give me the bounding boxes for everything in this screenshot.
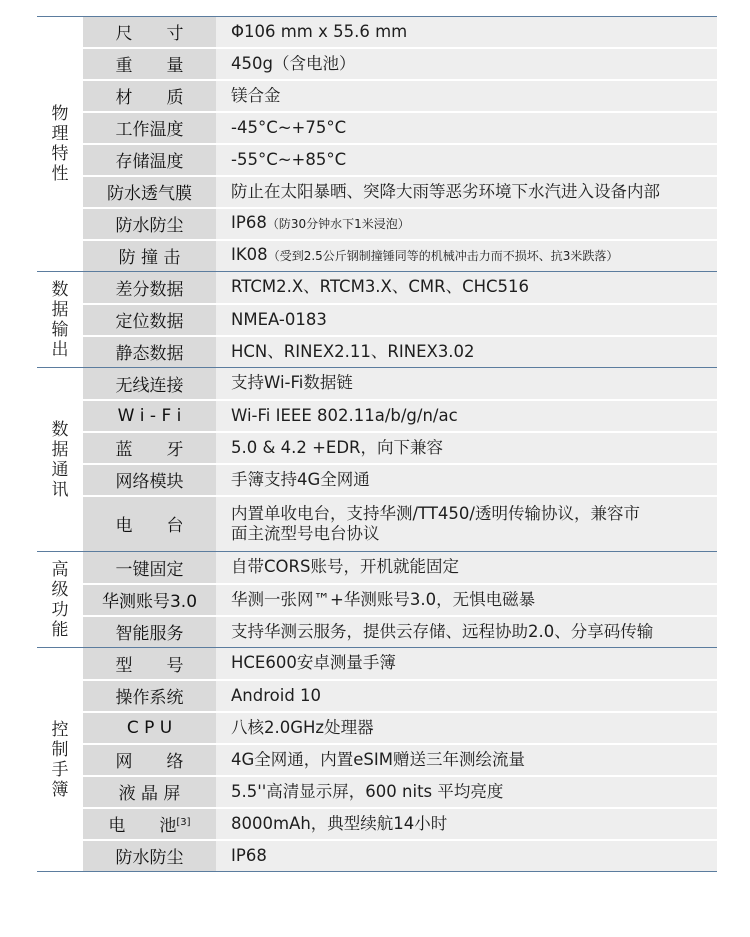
spec-value: -45°C~+75°C	[216, 112, 717, 144]
spec-key: 蓝 牙	[83, 432, 216, 464]
spec-value: HCN、RINEX2.11、RINEX3.02	[216, 336, 717, 368]
table-row	[37, 368, 717, 400]
spec-key: 型 号	[83, 648, 216, 680]
spec-key: 防 撞 击	[83, 240, 216, 272]
spec-note: （受到2.5公斤钢制撞锤同等的机械冲击力而不损坏、抗3米跌落）	[267, 249, 619, 264]
spec-value: 8000mAh，典型续航14小时	[216, 808, 717, 840]
table-row	[37, 648, 717, 680]
spec-value-cell	[216, 240, 717, 272]
spec-value: 支持华测云服务，提供云存储、远程协助2.0、分享码传输	[216, 616, 717, 648]
table-row	[37, 432, 717, 464]
table-row	[37, 464, 717, 496]
spec-value: 镁合金	[216, 80, 717, 112]
spec-value: NMEA-0183	[216, 304, 717, 336]
spec-key: 网络模块	[83, 464, 216, 496]
spec-value: Android 10	[216, 680, 717, 712]
spec-value-cell	[216, 208, 717, 240]
table-row	[37, 840, 717, 872]
spec-value: 内置单收电台，支持华测/TT450/透明传输协议，兼容市面主流型号电台协议	[216, 496, 717, 552]
table-row	[37, 304, 717, 336]
spec-key: 无线连接	[83, 368, 216, 400]
spec-table	[37, 16, 717, 872]
spec-value: RTCM2.X、RTCM3.X、CMR、CHC516	[216, 272, 717, 304]
spec-key: 防水防尘	[83, 840, 216, 872]
spec-value: 5.5''高清显示屏，600 nits 平均亮度	[216, 776, 717, 808]
spec-key: 差分数据	[83, 272, 216, 304]
spec-value: 支持Wi-Fi数据链	[216, 368, 717, 400]
table-row	[37, 240, 717, 272]
spec-value: Φ106 mm x 55.6 mm	[216, 17, 717, 48]
table-row	[37, 552, 717, 584]
spec-key: W i - F i	[83, 400, 216, 432]
table-row	[37, 744, 717, 776]
spec-value: 5.0 & 4.2 +EDR，向下兼容	[216, 432, 717, 464]
spec-value: IP68	[216, 840, 717, 872]
spec-key: 尺 寸	[83, 17, 216, 48]
spec-value: 4G全网通，内置eSIM赠送三年测绘流量	[216, 744, 717, 776]
table-row	[37, 400, 717, 432]
footnote-marker: [3]	[176, 817, 191, 828]
spec-value: 450g（含电池）	[216, 48, 717, 80]
spec-key: 电 池	[108, 816, 177, 836]
spec-key: 材 质	[83, 80, 216, 112]
spec-key: C P U	[83, 712, 216, 744]
spec-key: 电 台	[83, 496, 216, 552]
spec-value: 华测一张网™+华测账号3.0，无惧电磁暴	[216, 584, 717, 616]
spec-value: 八核2.0GHz处理器	[216, 712, 717, 744]
spec-value: 手簿支持4G全网通	[216, 464, 717, 496]
category-label: 高级功能	[37, 552, 83, 648]
spec-key: 存储温度	[83, 144, 216, 176]
table-row	[37, 208, 717, 240]
table-row	[37, 48, 717, 80]
spec-value: IK08	[231, 245, 268, 265]
spec-key: 工作温度	[83, 112, 216, 144]
table-row	[37, 176, 717, 208]
spec-value: Wi-Fi IEEE 802.11a/b/g/n/ac	[216, 400, 717, 432]
spec-key: 一键固定	[83, 552, 216, 584]
spec-value: 自带CORS账号，开机就能固定	[216, 552, 717, 584]
table-row	[37, 496, 717, 552]
category-label: 数据通讯	[37, 368, 83, 552]
spec-key: 防水透气膜	[83, 176, 216, 208]
spec-note: （防30分钟水下1米浸泡）	[266, 217, 410, 231]
spec-value: HCE600安卓测量手簿	[216, 648, 717, 680]
table-row	[37, 336, 717, 368]
spec-key: 重 量	[83, 48, 216, 80]
spec-value: IP68	[231, 213, 267, 232]
spec-key: 定位数据	[83, 304, 216, 336]
table-row	[37, 144, 717, 176]
category-label: 数据输出	[37, 272, 83, 368]
table-row	[37, 808, 717, 840]
table-row	[37, 584, 717, 616]
spec-key: 液 晶 屏	[83, 776, 216, 808]
table-row	[37, 680, 717, 712]
table-row	[37, 712, 717, 744]
spec-value: -55°C~+85°C	[216, 144, 717, 176]
spec-key-cell	[83, 808, 216, 840]
category-label: 物理特性	[37, 17, 83, 272]
table-row	[37, 616, 717, 648]
spec-key: 华测账号3.0	[83, 584, 216, 616]
spec-key: 网 络	[83, 744, 216, 776]
spec-key: 防水防尘	[83, 208, 216, 240]
spec-value: 防止在太阳暴晒、突降大雨等恶劣环境下水汽进入设备内部	[216, 176, 717, 208]
table-row	[37, 776, 717, 808]
spec-key: 操作系统	[83, 680, 216, 712]
table-row	[37, 17, 717, 48]
category-label: 控制手簿	[37, 648, 83, 872]
table-row	[37, 112, 717, 144]
table-row	[37, 272, 717, 304]
spec-key: 智能服务	[83, 616, 216, 648]
spec-key: 静态数据	[83, 336, 216, 368]
table-row	[37, 80, 717, 112]
